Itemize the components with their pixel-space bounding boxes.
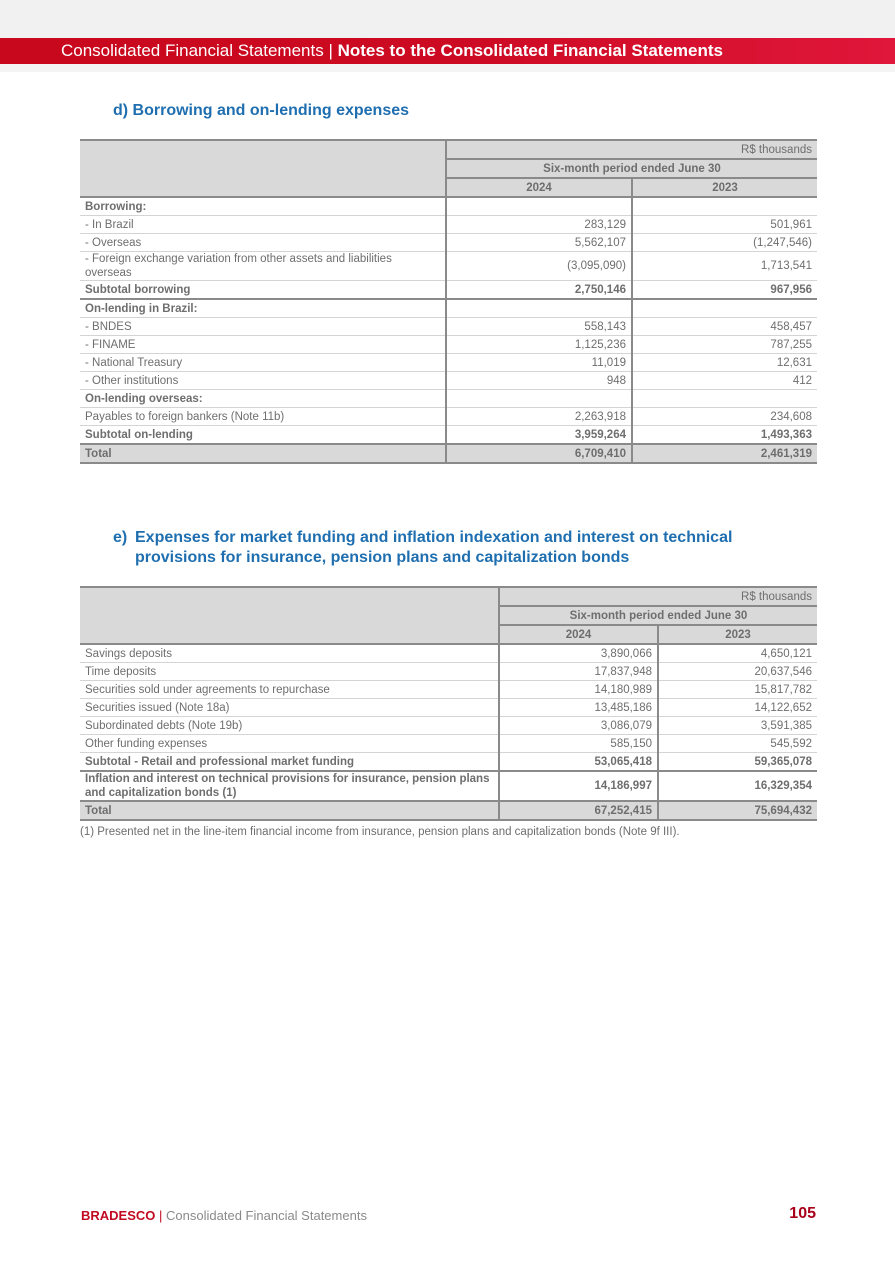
table-row	[80, 681, 817, 699]
row-label: Borrowing:	[80, 197, 446, 216]
value-2024: 14,186,997	[499, 771, 658, 801]
page-number: 105	[789, 1205, 816, 1222]
table-row	[80, 216, 817, 234]
row-label: - National Treasury	[80, 354, 446, 372]
value-2024	[446, 299, 632, 318]
row-label: - Foreign exchange variation from other assets and liabilities overseas	[80, 252, 446, 281]
row-label: Inflation and interest on technical provisions for insurance, pension plans and capitalization bonds (1)	[80, 771, 499, 801]
subtotal-row	[80, 753, 817, 772]
footer-doc-title: Consolidated Financial Statements	[166, 1208, 367, 1223]
period-header: Six-month period ended June 30	[499, 606, 817, 625]
value-2024: 14,180,989	[499, 681, 658, 699]
row-label: On-lending in Brazil:	[80, 299, 446, 318]
value-2024: 2,263,918	[446, 408, 632, 426]
value-2023	[632, 390, 817, 408]
row-label: Time deposits	[80, 663, 499, 681]
value-2024: 17,837,948	[499, 663, 658, 681]
value-2024: 3,959,264	[446, 426, 632, 445]
market-funding-table	[80, 586, 817, 821]
table-row	[80, 735, 817, 753]
value-2024: 3,086,079	[499, 717, 658, 735]
row-label: On-lending overseas:	[80, 390, 446, 408]
value-2023: 967,956	[632, 281, 817, 300]
value-2023: 16,329,354	[658, 771, 817, 801]
value-2024: 558,143	[446, 318, 632, 336]
row-label: Securities issued (Note 18a)	[80, 699, 499, 717]
table-row	[80, 408, 817, 426]
table-row	[80, 252, 817, 281]
section-e-title-line1: Expenses for market funding and inflation indexation and interest on technical	[135, 529, 733, 546]
header-separator: |	[328, 41, 333, 60]
row-label: - Overseas	[80, 234, 446, 252]
row-label: Payables to foreign bankers (Note 11b)	[80, 408, 446, 426]
page-header-banner	[0, 38, 895, 64]
value-2023: (1,247,546)	[632, 234, 817, 252]
value-2023: 12,631	[632, 354, 817, 372]
value-2023: 75,694,432	[658, 801, 817, 820]
row-label: Subtotal - Retail and professional market funding	[80, 753, 499, 772]
table-row	[80, 663, 817, 681]
subtotal-row	[80, 426, 817, 445]
value-2024	[446, 390, 632, 408]
value-2023: 15,817,782	[658, 681, 817, 699]
value-2024: 53,065,418	[499, 753, 658, 772]
footnote: (1) Presented net in the line-item financial income from insurance, pension plans and capitalization bonds (Note 9f III).	[80, 826, 680, 838]
row-label: Total	[80, 444, 446, 463]
value-2024: 2,750,146	[446, 281, 632, 300]
table-row	[80, 234, 817, 252]
row-label: Subordinated debts (Note 19b)	[80, 717, 499, 735]
page-footer	[81, 1208, 367, 1223]
value-2024: 3,890,066	[499, 644, 658, 663]
footer-brand-logo: BRADESCO	[81, 1208, 156, 1223]
value-2023: 14,122,652	[658, 699, 817, 717]
value-2024: 283,129	[446, 216, 632, 234]
row-label: Total	[80, 801, 499, 820]
value-2024: (3,095,090)	[446, 252, 632, 281]
table-row	[80, 699, 817, 717]
top-margin	[0, 0, 895, 38]
value-2023: 787,255	[632, 336, 817, 354]
table-row	[80, 644, 817, 663]
table-row	[80, 318, 817, 336]
value-2023: 20,637,546	[658, 663, 817, 681]
table-row	[80, 197, 817, 216]
year-header-2023: 2023	[658, 625, 817, 644]
table-row	[80, 717, 817, 735]
table-row	[80, 336, 817, 354]
value-2024: 585,150	[499, 735, 658, 753]
table-row	[80, 372, 817, 390]
value-2024: 5,562,107	[446, 234, 632, 252]
value-2023	[632, 299, 817, 318]
section-e-title-line2: provisions for insurance, pension plans and capitalization bonds	[135, 549, 630, 566]
table-row	[80, 354, 817, 372]
total-row	[80, 444, 817, 463]
table-header-stub	[80, 587, 499, 644]
value-2023: 234,608	[632, 408, 817, 426]
footer-separator: |	[159, 1208, 163, 1223]
value-2023: 458,457	[632, 318, 817, 336]
value-2024: 1,125,236	[446, 336, 632, 354]
year-header-2023: 2023	[632, 178, 817, 197]
value-2023: 1,713,541	[632, 252, 817, 281]
year-header-2024: 2024	[499, 625, 658, 644]
unit-label: R$ thousands	[446, 140, 817, 159]
row-label: Other funding expenses	[80, 735, 499, 753]
table-row	[80, 771, 817, 801]
section-e-title	[113, 528, 818, 568]
value-2024: 11,019	[446, 354, 632, 372]
section-d-title: d) Borrowing and on-lending expenses	[113, 102, 410, 119]
unit-label: R$ thousands	[499, 587, 817, 606]
table-row	[80, 390, 817, 408]
value-2023: 3,591,385	[658, 717, 817, 735]
value-2024: 6,709,410	[446, 444, 632, 463]
period-header: Six-month period ended June 30	[446, 159, 817, 178]
value-2024: 67,252,415	[499, 801, 658, 820]
row-label: Subtotal borrowing	[80, 281, 446, 300]
row-label: - BNDES	[80, 318, 446, 336]
value-2023: 59,365,078	[658, 753, 817, 772]
value-2023: 4,650,121	[658, 644, 817, 663]
row-label: Subtotal on-lending	[80, 426, 446, 445]
value-2023: 412	[632, 372, 817, 390]
total-row	[80, 801, 817, 820]
table-row	[80, 299, 817, 318]
value-2023: 2,461,319	[632, 444, 817, 463]
value-2024: 948	[446, 372, 632, 390]
borrowing-table	[80, 139, 817, 464]
header-shadow	[0, 64, 895, 72]
header-title-regular: Consolidated Financial Statements	[61, 41, 324, 60]
header-title-bold: Notes to the Consolidated Financial Statements	[337, 41, 723, 60]
year-header-2024: 2024	[446, 178, 632, 197]
section-e-label: e)	[113, 529, 128, 546]
value-2024	[446, 197, 632, 216]
row-label: - Other institutions	[80, 372, 446, 390]
row-label: Savings deposits	[80, 644, 499, 663]
value-2023: 1,493,363	[632, 426, 817, 445]
row-label: Securities sold under agreements to repurchase	[80, 681, 499, 699]
value-2023: 501,961	[632, 216, 817, 234]
table-header-stub	[80, 140, 446, 197]
row-label: - In Brazil	[80, 216, 446, 234]
row-label: - FINAME	[80, 336, 446, 354]
subtotal-row	[80, 281, 817, 300]
value-2023	[632, 197, 817, 216]
value-2023: 545,592	[658, 735, 817, 753]
value-2024: 13,485,186	[499, 699, 658, 717]
